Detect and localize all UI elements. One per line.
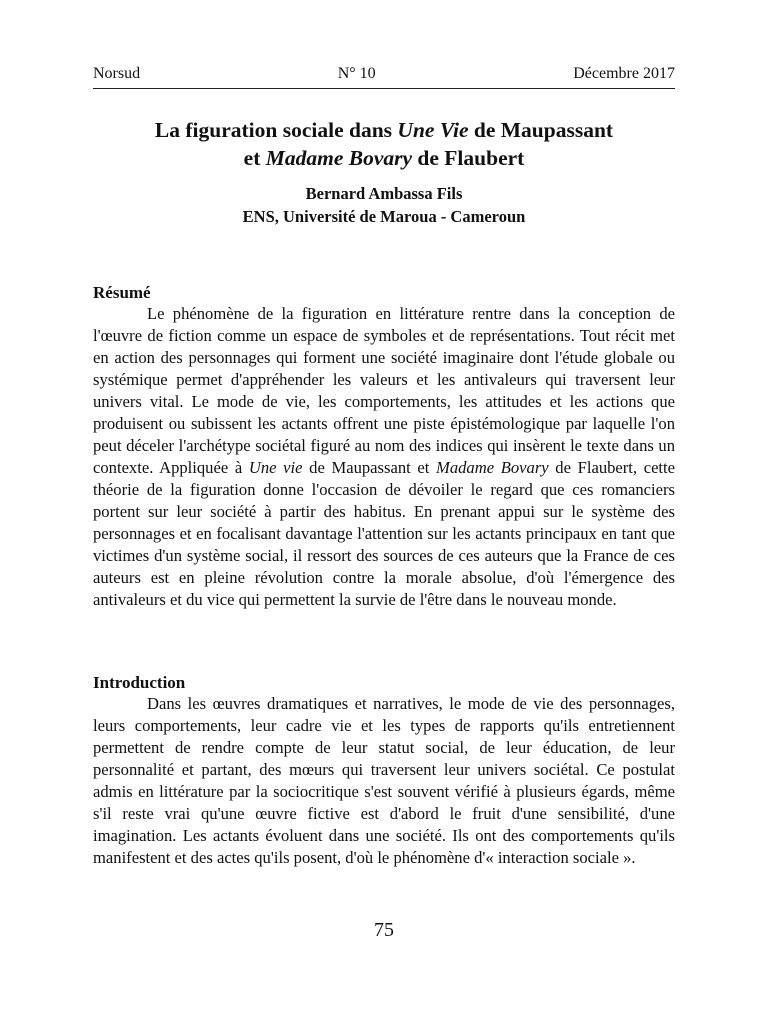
- title-work-madame-bovary: Madame Bovary: [265, 146, 413, 170]
- title-text: de Flaubert: [412, 146, 525, 170]
- abstract-text-part: de Maupassant et: [302, 458, 437, 477]
- issue-date: Décembre 2017: [573, 65, 675, 82]
- abstract-text-part: Le phénomène de la figuration en littérature rentre dans la conception de l'œuvre de fiction comme un espace de symboles et de représentations. Tout récit met en action des personnages qui forment une société imaginaire dont l'étude globale ou systémique permet d'appréhender les valeurs et les antivaleurs qui traversent leur univers vital. Le mode de vie, les comportements, les attitudes et les actions que produisent ou subissent les actants offrent une piste épistémologique par laquelle l'on peut déceler l'archétype sociétal figuré au nom des indices qui insèrent le texte dans un contexte. Appliquée à: [93, 304, 675, 477]
- issue-number: N° 10: [337, 65, 376, 82]
- abstract-text-part: de Flaubert, cette théorie de la figuration donne l'occasion de dévoiler le regard que ces romanciers portent sur leur société à partir des habitus. En prenant appui sur le système des personnages et en focalisant davantage l'attention sur les actants principaux en tant que victimes d'un système social, il ressort des sources de ces auteurs que la France de ces auteurs est en pleine révolution contre la morale absolue, d'où l'émergence des antivaleurs et du vice qui permettent la survie de l'être dans le nouveau monde.: [93, 458, 676, 609]
- title-text: La figuration sociale dans: [154, 118, 398, 142]
- author-name: Bernard Ambassa Fils: [305, 184, 463, 203]
- abstract-work-une-vie: Une vie: [248, 458, 303, 477]
- introduction-heading: Introduction: [93, 673, 186, 692]
- title-work-une-vie: Une Vie: [397, 118, 469, 142]
- abstract-heading: Résumé: [93, 283, 151, 302]
- running-header: [93, 64, 675, 89]
- abstract-work-madame-bovary: Madame Bovary: [436, 458, 549, 477]
- introduction-text: Dans les œuvres dramatiques et narratives, le mode de vie des personnages, leurs comportements, leur cadre vie et les types de rapports qu'ils entretiennent permettent de rendre compte de leur statut social, de leur éducation, de leur personnalité et partant, des mœurs qui traversent leur univers sociétal. Ce postulat admis en littérature par la sociocritique s'est souvent vérifié à plusieurs égards, même s'il reste vrai qu'une œuvre fictive est d'abord le fruit d'une sensibilité, d'une imagination. Les actants évoluent dans une société. Ils ont des comportements qu'ils manifestent et des actes qu'ils posent, d'où le phénomène d'« interaction sociale ».: [93, 694, 675, 867]
- article-title: [93, 116, 675, 172]
- page-number: 75: [374, 919, 394, 941]
- title-text: de Maupassant: [468, 118, 614, 142]
- abstract-text: [93, 303, 675, 611]
- journal-name: Norsud: [93, 65, 141, 82]
- author-block: [93, 182, 675, 228]
- title-text: et: [243, 146, 266, 170]
- author-affiliation: ENS, Université de Maroua - Cameroun: [242, 207, 526, 226]
